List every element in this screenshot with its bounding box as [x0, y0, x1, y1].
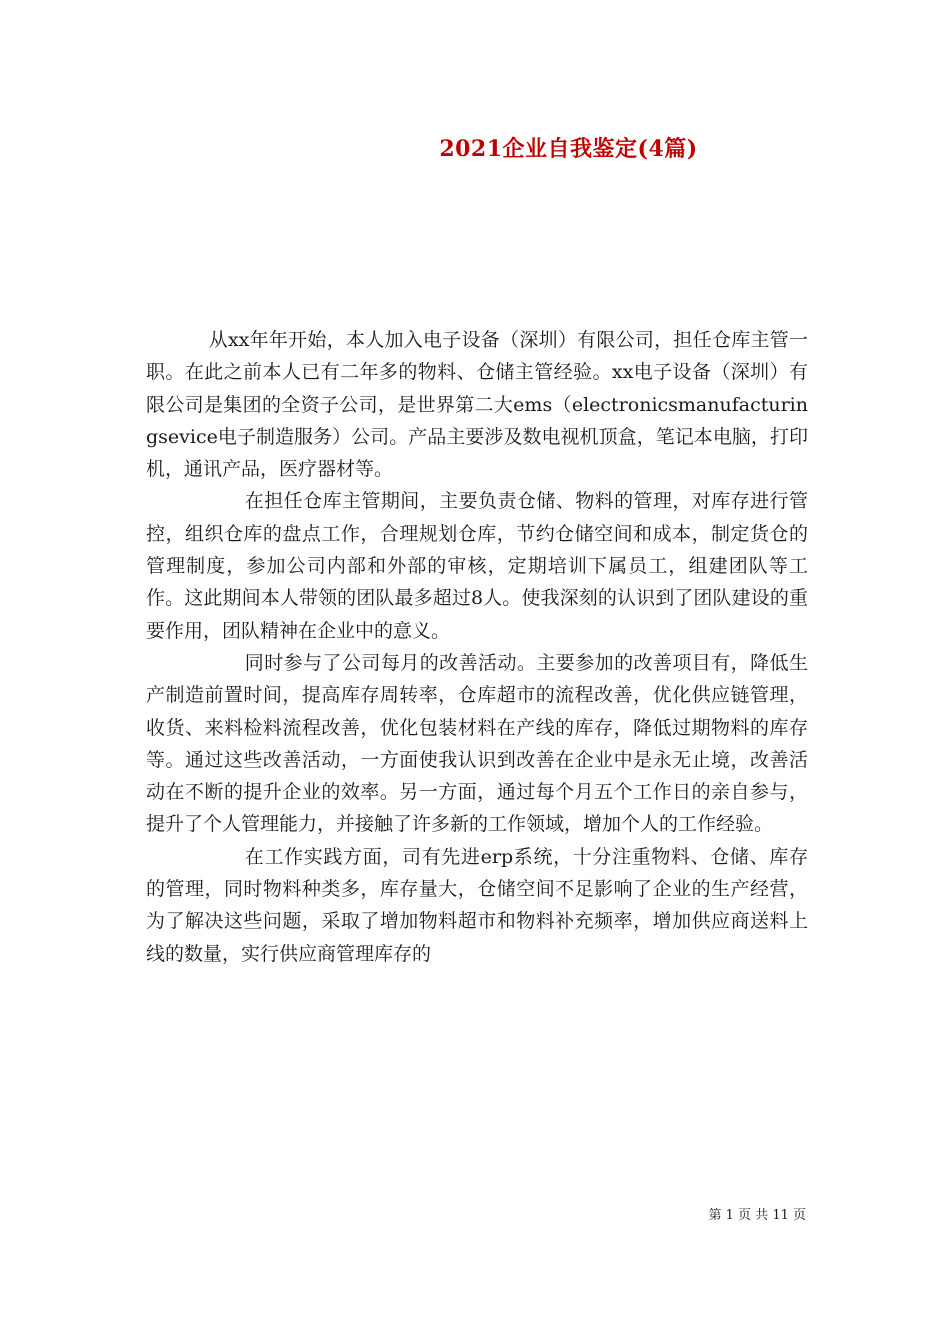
paragraph-4: 在工作实践方面，司有先进erp系统，十分注重物料、仓储、库存的管理，同时物料种类多，库存量大，仓储空间不足影响了企业的生产经营，为了解决这些问题，采取了增加物料超市和物料补充频率，增加供应商送料上线的数量，实行供应商管理库存的	[146, 845, 808, 965]
paragraph-3: 同时参与了公司每月的改善活动。主要参加的改善项目有，降低生产制造前置时间，提高库存周转率，仓库超市的流程改善，优化供应链管理，收货、来料检料流程改善，优化包装材料在产线的库存，降低过期物料的库存等。通过这些改善活动，一方面使我认识到改善在企业中是永无止境，改善活动在不断的提升企业的效率。另一方面，通过每个月五个工作日的亲自参与，提升了个人管理能力，并接触了许多新的工作领域，增加个人的工作经验。	[146, 651, 808, 836]
paragraph-1: 从xx年年开始，本人加入电子设备（深圳）有限公司，担任仓库主管一职。在此之前本人已有二年多的物料、仓储主管经验。xx电子设备（深圳）有限公司是集团的全资子公司，是世界第二大ems（electronicsmanufacturingsevice电子制造服务）公司。产品主要涉及数电视机顶盒，笔记本电脑，打印机，通讯产品，医疗器材等。	[146, 329, 808, 481]
paragraph-2: 在担任仓库主管期间，主要负责仓储、物料的管理，对库存进行管控，组织仓库的盘点工作，合理规划仓库，节约仓储空间和成本，制定货仓的管理制度，参加公司内部和外部的审核，定期培训下属员工，组建团队等工作。这此期间本人带领的团队最多超过8人。使我深刻的认识到了团队建设的重要作用，团队精神在企业中的意义。	[146, 490, 808, 642]
document-body	[146, 324, 808, 970]
page-number-label: 第 1 页 共 11 页	[708, 1208, 806, 1223]
document-title: 2021企业自我鉴定(4篇)	[439, 136, 698, 162]
